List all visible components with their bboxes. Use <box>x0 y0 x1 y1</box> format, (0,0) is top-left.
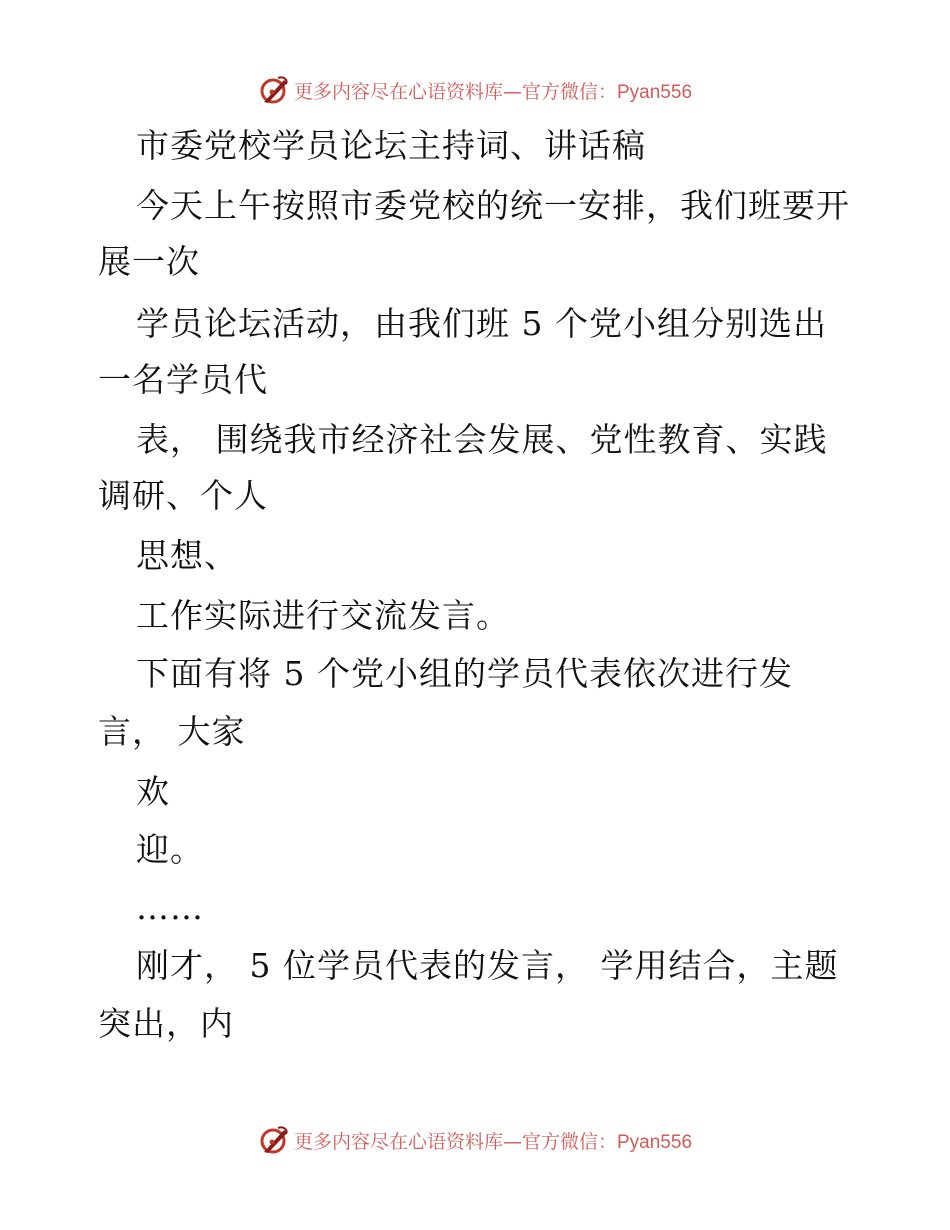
paragraph-line: 表， 围绕我市经济社会发展、党性教育、实践 <box>136 420 828 459</box>
paragraph-line: 下面有将 5 个党小组的学员代表依次进行发 <box>136 654 793 693</box>
paragraph-line: 突出，内 <box>98 1004 234 1043</box>
banner-handle: Pyan556 <box>617 81 693 103</box>
paragraph-line: 今天上午按照市委党校的统一安排，我们班要开 <box>136 186 850 225</box>
banner-text <box>294 77 692 104</box>
banner-handle: Pyan556 <box>617 1131 693 1153</box>
banner-cn-text: 更多内容尽在心语资料库 <box>293 1130 503 1153</box>
paragraph-line: 调研、个人 <box>98 476 268 515</box>
header-banner <box>0 70 950 110</box>
footer-banner <box>0 1120 950 1160</box>
document-title: 市委党校学员论坛主持词、讲话稿 <box>136 126 646 165</box>
paragraph-line: 学员论坛活动，由我们班 5 个党小组分别选出 <box>136 304 827 343</box>
banner-dash: — <box>502 1130 522 1153</box>
paragraph-line: 思想、 <box>136 536 238 575</box>
paragraph-line: 欢 <box>136 772 170 811</box>
banner-dash: — <box>502 80 522 103</box>
quill-logo-icon <box>258 1124 290 1156</box>
paragraph-line: 工作实际进行交流发言。 <box>136 596 510 635</box>
paragraph-line: 展一次 <box>98 242 200 281</box>
quill-logo-icon <box>258 74 290 106</box>
paragraph-line: …… <box>136 888 204 927</box>
banner-text <box>294 1127 692 1154</box>
banner-official: 官方微信： <box>521 80 617 103</box>
banner-cn-text: 更多内容尽在心语资料库 <box>293 80 503 103</box>
paragraph-line: 迎。 <box>136 830 204 869</box>
paragraph-line: 言， 大家 <box>98 712 246 751</box>
banner-official: 官方微信： <box>521 1130 617 1153</box>
paragraph-line: 一名学员代 <box>98 360 268 399</box>
paragraph-line: 刚才， 5 位学员代表的发言， 学用结合，主题 <box>136 946 839 985</box>
